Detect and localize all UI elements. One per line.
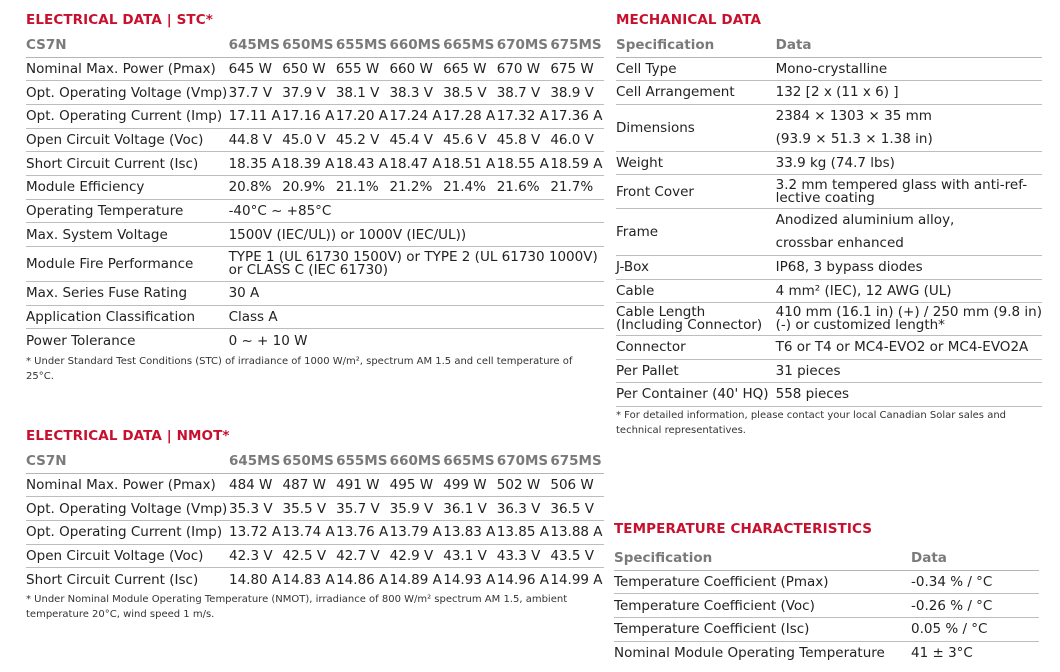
cell: 18.39 A <box>282 155 335 172</box>
column-header: 650MS <box>282 452 334 469</box>
row-label: Short Circuit Current (Isc) <box>26 155 199 172</box>
footnote-line: * Under Nominal Module Operating Temperature (NMOT), irradiance of 800 W/m² spectrum AM 1.5, ambient <box>26 594 568 606</box>
cell: 484 W <box>228 476 273 493</box>
row-label <box>616 303 776 336</box>
row-label: Operating Temperature <box>26 202 184 219</box>
cell: 21.2% <box>389 179 433 196</box>
footnote-line: * Under Standard Test Conditions (STC) of irradiance of 1000 W/m², spectrum AM 1.5 and cell temperature of <box>26 355 573 367</box>
cell: 17.20 A <box>335 108 388 125</box>
row-label: Weight <box>616 154 664 171</box>
cell: 495 W <box>389 476 434 493</box>
data-header: Data <box>775 36 812 53</box>
table-row <box>616 151 1042 175</box>
cell: 35.3 V <box>228 500 273 517</box>
cell: 17.16 A <box>282 108 335 125</box>
table-row <box>616 57 1042 81</box>
row-label: Cell Arrangement <box>616 84 735 101</box>
cell-line: crossbar enhanced <box>775 235 904 251</box>
cell: -0.26 % / °C <box>911 597 993 614</box>
row-label: Opt. Operating Voltage (Vmp) <box>26 500 228 517</box>
cell: 30 A <box>228 285 260 302</box>
cell-line: (-) or customized length* <box>775 317 945 333</box>
column-header: 645MS <box>228 36 280 53</box>
table-row <box>616 104 1042 151</box>
row-label: Power Tolerance <box>26 332 136 349</box>
cell: 14.86 A <box>336 571 389 588</box>
mechanical-table <box>616 33 1042 407</box>
cell: 14.83 A <box>282 571 335 588</box>
table-row <box>26 282 604 306</box>
row-label: Nominal Max. Power (Pmax) <box>26 476 216 493</box>
table-row <box>26 57 604 81</box>
cell: 21.4% <box>443 179 486 196</box>
cell: 17.28 A <box>443 108 496 125</box>
cell-line: TYPE 1 (UL 61730 1500V) or TYPE 2 (UL 61730 1000V) <box>228 249 598 265</box>
row-label: Dimensions <box>616 119 695 136</box>
cell: 4 mm² (IEC), 12 AWG (UL) <box>775 282 952 299</box>
cell <box>776 104 1042 151</box>
table-row <box>616 279 1042 303</box>
cell-line: (93.9 × 51.3 × 1.38 in) <box>775 130 933 147</box>
cell: 38.9 V <box>550 84 594 101</box>
cell: 14.96 A <box>496 571 549 588</box>
table-row <box>26 473 604 497</box>
cell: 670 W <box>496 60 541 77</box>
table-row <box>616 383 1042 407</box>
table-row <box>26 128 604 152</box>
column-header: 650MS <box>282 36 334 53</box>
cell: 20.9% <box>282 179 326 196</box>
table-header <box>616 33 1042 57</box>
row-label: Module Fire Performance <box>26 256 194 272</box>
cell: 13.72 A <box>228 524 282 541</box>
column-header: 675MS <box>550 452 602 469</box>
cell: T6 or T4 or MC4-EVO2 or MC4-EVO2A <box>775 339 1029 356</box>
cell: 18.35 A <box>228 155 281 172</box>
table-row <box>614 570 1039 594</box>
table-row <box>616 175 1042 209</box>
cell-line: Anodized aluminium alloy, <box>775 212 955 228</box>
table-row <box>26 329 604 353</box>
table-row <box>616 256 1042 280</box>
cell: 37.9 V <box>282 84 326 101</box>
table-row <box>26 223 604 247</box>
table-row <box>616 303 1042 336</box>
table-row <box>26 81 604 105</box>
table-row <box>26 199 604 223</box>
table-row <box>614 594 1039 618</box>
column-header: 655MS <box>335 36 388 53</box>
cell: 35.9 V <box>389 500 434 517</box>
footnote-line: * For detailed information, please contact your local Canadian Solar sales and <box>616 409 1007 421</box>
cell: 41 ± 3°C <box>911 645 973 662</box>
cell: 0.05 % / °C <box>911 621 988 638</box>
cell: 42.9 V <box>389 547 434 564</box>
row-label: Cable <box>616 282 655 299</box>
row-label: Opt. Operating Voltage (Vmp) <box>26 84 228 101</box>
model-header: CS7N <box>26 36 67 53</box>
cell: 38.1 V <box>335 84 380 101</box>
cell: 13.79 A <box>389 524 442 541</box>
table-row <box>26 520 604 544</box>
cell: 21.6% <box>496 179 540 196</box>
column-header: 665MS <box>443 36 495 53</box>
cell-line: 3.2 mm tempered glass with anti-ref- <box>775 176 1028 193</box>
temperature-section <box>614 520 1039 665</box>
cell: 499 W <box>443 476 487 493</box>
cell: 38.7 V <box>496 84 541 101</box>
electrical-nmot-section <box>26 427 604 622</box>
cell: 18.43 A <box>335 155 388 172</box>
row-label: Open Circuit Voltage (Voc) <box>26 547 204 564</box>
cell: 18.59 A <box>550 155 603 172</box>
table-row <box>616 209 1042 256</box>
cell: 45.8 V <box>496 131 541 148</box>
cell: 42.7 V <box>336 547 380 564</box>
row-label: J-Box <box>616 259 649 276</box>
row-label: Module Efficiency <box>26 179 145 196</box>
footnote <box>616 408 1042 438</box>
cell: 45.2 V <box>335 131 380 148</box>
table-row <box>26 104 604 128</box>
cell: 36.3 V <box>496 500 541 517</box>
row-label: Application Classification <box>26 309 196 326</box>
footnote-line: 25°C. <box>26 370 54 382</box>
cell: 17.24 A <box>389 108 442 125</box>
cell: 13.88 A <box>550 524 603 541</box>
cell: 502 W <box>496 476 541 493</box>
table-row <box>26 247 604 282</box>
cell: 506 W <box>550 476 594 493</box>
column-header: 675MS <box>550 36 602 53</box>
column-header: 665MS <box>443 452 495 469</box>
row-label: Opt. Operating Current (Imp) <box>26 108 223 125</box>
cell: Mono-crystalline <box>775 60 888 77</box>
model-header: CS7N <box>26 452 67 469</box>
section-title: TEMPERATURE CHARACTERISTICS <box>614 521 873 537</box>
column-header: 670MS <box>496 36 549 53</box>
row-label: Max. System Voltage <box>26 226 168 243</box>
cell <box>229 247 604 282</box>
cell-line: lective coating <box>775 189 875 206</box>
spec-header: Specification <box>614 549 713 566</box>
cell: 558 pieces <box>775 386 850 403</box>
cell: 13.76 A <box>336 524 389 541</box>
table-header <box>614 546 1039 570</box>
cell: 14.80 A <box>228 571 282 588</box>
cell: 38.3 V <box>389 84 434 101</box>
cell: 645 W <box>228 60 272 77</box>
cell: 1500V (IEC/UL)) or 1000V (IEC/UL)) <box>228 226 467 243</box>
table-row <box>26 568 604 592</box>
cell: 38.5 V <box>443 84 487 101</box>
row-label: Cell Type <box>616 60 677 77</box>
cell: 20.8% <box>228 179 272 196</box>
cell: 43.3 V <box>496 547 541 564</box>
cell: 17.11 A <box>228 108 281 125</box>
cell: 45.6 V <box>443 131 487 148</box>
cell: 18.55 A <box>496 155 549 172</box>
row-label: Opt. Operating Current (Imp) <box>26 524 223 541</box>
cell: 17.32 A <box>496 108 549 125</box>
cell: 650 W <box>282 60 326 77</box>
table-row <box>616 336 1042 360</box>
cell: 46.0 V <box>550 131 594 148</box>
table-row <box>616 81 1042 105</box>
cell: 45.4 V <box>389 131 434 148</box>
column-header: 670MS <box>496 452 549 469</box>
label-line: Cable Length <box>616 304 706 320</box>
table-row <box>26 305 604 329</box>
row-label: Temperature Coefficient (Voc) <box>614 597 815 614</box>
temperature-table <box>614 546 1039 665</box>
section-title: ELECTRICAL DATA | NMOT* <box>26 428 230 444</box>
cell: 13.85 A <box>496 524 549 541</box>
footnote-line: temperature 20°C, wind speed 1 m/s. <box>26 609 215 621</box>
cell: 13.74 A <box>282 524 335 541</box>
cell: 660 W <box>389 60 433 77</box>
cell: 17.36 A <box>550 108 603 125</box>
table-row <box>26 544 604 568</box>
row-label: Nominal Module Operating Temperature <box>614 645 885 662</box>
cell: 132 [2 x (11 x 6) ] <box>775 84 899 101</box>
row-label: Temperature Coefficient (Pmax) <box>614 573 829 590</box>
mechanical-section <box>616 11 1042 438</box>
cell: 21.7% <box>550 179 594 196</box>
cell: 13.83 A <box>443 524 496 541</box>
cell: 675 W <box>550 60 594 77</box>
cell: 36.5 V <box>550 500 594 517</box>
electrical-stc-section <box>26 11 604 384</box>
row-label: Connector <box>616 339 686 356</box>
cell <box>776 303 1042 336</box>
footnote-line: technical representatives. <box>616 424 746 436</box>
section-title: ELECTRICAL DATA | STC* <box>26 12 213 28</box>
cell: 31 pieces <box>775 362 841 379</box>
cell: 35.7 V <box>336 500 380 517</box>
cell: 43.5 V <box>550 547 594 564</box>
cell <box>776 209 1042 256</box>
table-header <box>26 33 604 57</box>
label-line: (Including Connector) <box>616 317 763 333</box>
row-label: Short Circuit Current (Isc) <box>26 571 199 588</box>
table-row <box>26 175 604 199</box>
column-header: 660MS <box>389 452 442 469</box>
cell: Class A <box>228 309 278 326</box>
cell: IP68, 3 bypass diodes <box>775 259 923 276</box>
cell: 14.99 A <box>550 571 603 588</box>
stc-table <box>26 33 604 353</box>
cell: 491 W <box>336 476 380 493</box>
row-label: Frame <box>616 224 659 240</box>
cell: 42.5 V <box>282 547 327 564</box>
cell: 35.5 V <box>282 500 327 517</box>
cell: 43.1 V <box>443 547 487 564</box>
cell: 665 W <box>443 60 487 77</box>
cell <box>776 175 1042 209</box>
cell-line: 2384 × 1303 × 35 mm <box>775 107 932 124</box>
table-row <box>26 497 604 521</box>
row-label: Front Cover <box>616 183 694 200</box>
cell: 655 W <box>335 60 380 77</box>
column-header: 660MS <box>389 36 441 53</box>
table-row <box>614 617 1039 641</box>
row-label: Temperature Coefficient (Isc) <box>614 621 810 638</box>
nmot-table <box>26 449 604 591</box>
cell: 33.9 kg (74.7 lbs) <box>775 154 895 171</box>
row-label: Open Circuit Voltage (Voc) <box>26 131 204 148</box>
data-header: Data <box>911 549 947 566</box>
cell-line: or CLASS C (IEC 61730) <box>228 262 389 278</box>
cell: 14.93 A <box>443 571 496 588</box>
cell: 0 ~ + 10 W <box>228 332 308 349</box>
column-header: 655MS <box>336 452 388 469</box>
column-header: 645MS <box>228 452 281 469</box>
cell: 36.1 V <box>443 500 487 517</box>
table-row <box>26 152 604 176</box>
row-label: Per Container (40' HQ) <box>616 386 769 403</box>
footnote <box>26 592 604 622</box>
row-label: Nominal Max. Power (Pmax) <box>26 60 216 77</box>
cell: 18.51 A <box>443 155 496 172</box>
cell: 21.1% <box>335 179 379 196</box>
row-label: Per Pallet <box>616 362 679 379</box>
cell: 14.89 A <box>389 571 442 588</box>
cell: 45.0 V <box>282 131 326 148</box>
table-row <box>614 641 1039 665</box>
section-title: MECHANICAL DATA <box>616 12 762 28</box>
cell: 18.47 A <box>389 155 442 172</box>
spec-header: Specification <box>616 36 715 53</box>
cell: 487 W <box>282 476 326 493</box>
table-header <box>26 449 604 473</box>
cell-line: 410 mm (16.1 in) (+) / 250 mm (9.8 in) <box>775 304 1042 320</box>
table-row <box>616 359 1042 383</box>
cell: 44.8 V <box>228 131 273 148</box>
cell: 37.7 V <box>228 84 273 101</box>
cell: -0.34 % / °C <box>911 573 993 590</box>
cell: 42.3 V <box>228 547 273 564</box>
row-label: Max. Series Fuse Rating <box>26 285 188 302</box>
footnote <box>26 354 604 384</box>
cell: -40°C ~ +85°C <box>228 202 332 219</box>
